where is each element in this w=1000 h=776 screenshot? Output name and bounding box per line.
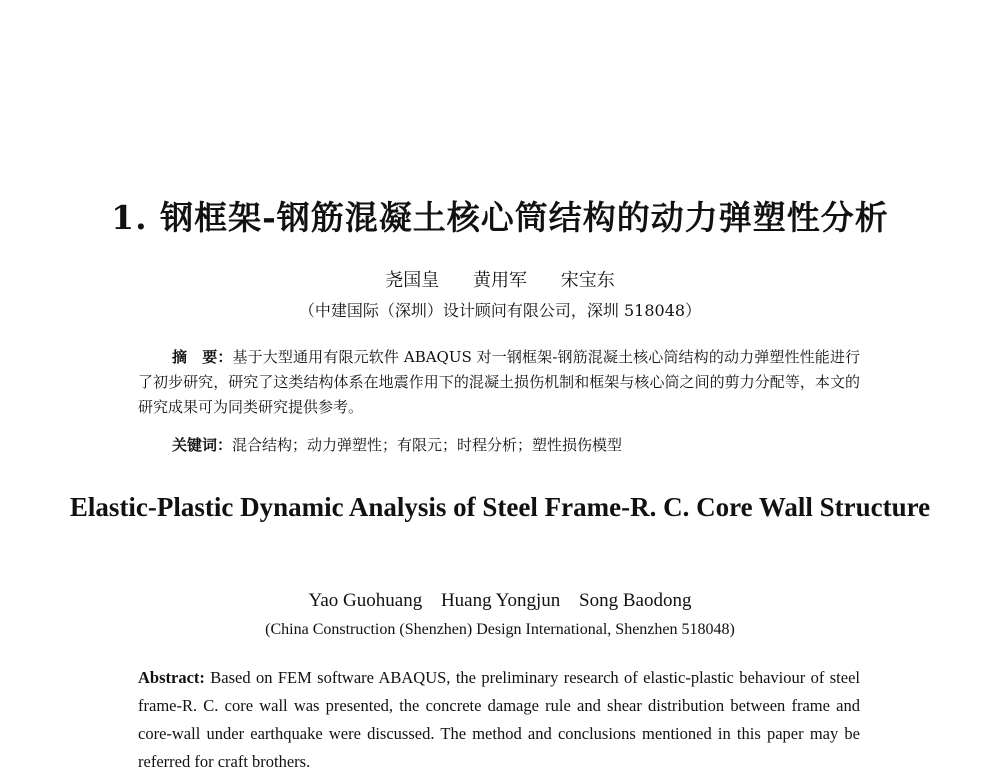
chinese-keywords-label: 关键词： <box>172 436 233 454</box>
chinese-author: 尧国皇 <box>385 270 440 291</box>
english-abstract-label: Abstract: <box>138 668 205 687</box>
chinese-keywords-text: 混合结构；动力弹塑性；有限元；时程分析；塑性损伤模型 <box>232 436 623 454</box>
english-abstract <box>138 664 860 776</box>
english-title: Elastic-Plastic Dynamic Analysis of Steel Frame-R. C. Core Wall Structure <box>69 492 931 522</box>
chinese-abstract <box>138 345 860 420</box>
chinese-author: 黄用军 <box>473 270 527 291</box>
english-authors <box>0 590 1000 612</box>
english-author: Huang Yongjun <box>440 590 561 611</box>
chinese-authors <box>0 266 1000 292</box>
english-abstract-text: Based on FEM software ABAQUS, the preliminary research of elastic-plastic behaviour of steel frame-R. C. core wall was presented, the concrete damage rule and shear distribution between frame and core-wall under earthquake were discussed. The method and conclusions mentioned in this paper may be referred for craft brothers. <box>138 668 860 771</box>
chinese-author: 宋宝东 <box>560 270 615 291</box>
chinese-affiliation: （中建国际（深圳）设计顾问有限公司，深圳 518048） <box>298 301 702 320</box>
english-author: Song Baodong <box>579 590 692 611</box>
english-author: Yao Guohuang <box>308 590 423 611</box>
chinese-title: 1. 钢框架-钢筋混凝土核心筒结构的动力弹塑性分析 <box>111 198 889 237</box>
english-affiliation: (China Construction (Shenzhen) Design International, Shenzhen 518048) <box>265 621 735 638</box>
chinese-keywords <box>172 434 872 455</box>
chinese-abstract-text: 基于大型通用有限元软件 ABAQUS 对一钢框架-钢筋混凝土核心筒结构的动力弹塑性性能进行了初步研究，研究了这类结构体系在地震作用下的混凝土损伤机制和框架与核心筒之间的剪力分配等，本文的研究成果可为同类研究提供参考。 <box>138 348 860 416</box>
chinese-abstract-label: 摘 要： <box>172 348 233 366</box>
